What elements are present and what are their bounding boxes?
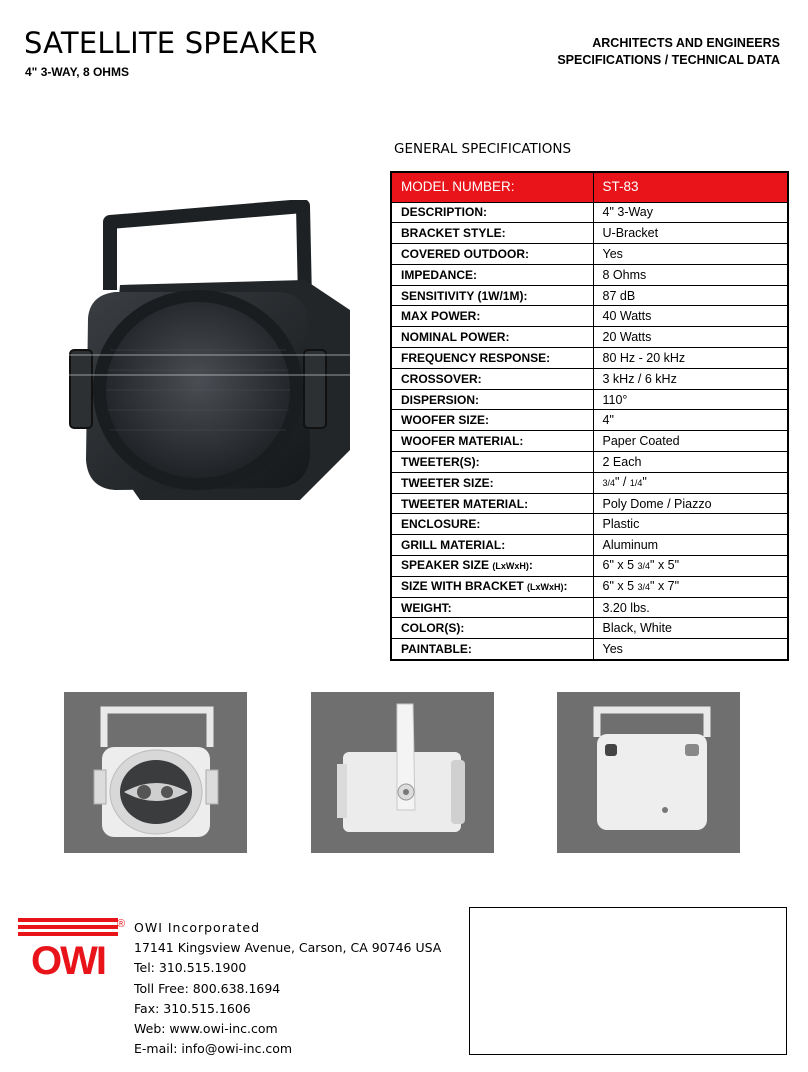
company-name: OWI Incorporated xyxy=(134,920,261,935)
spec-value: 110° xyxy=(593,389,788,410)
table-row xyxy=(391,639,788,660)
spec-value xyxy=(593,472,788,493)
table-row xyxy=(391,389,788,410)
email: E-mail: info@owi-inc.com xyxy=(134,1041,293,1057)
table-row xyxy=(391,306,788,327)
table-row xyxy=(391,410,788,431)
speaker-white-side-photo xyxy=(311,692,494,853)
spec-label: ENCLOSURE: xyxy=(391,514,593,535)
table-row xyxy=(391,431,788,452)
spec-value: 87 dB xyxy=(593,285,788,306)
model-number-label: MODEL NUMBER: xyxy=(391,172,593,202)
text-part: " / xyxy=(615,475,630,490)
speaker-white-front-photo xyxy=(64,692,247,853)
spec-value: Poly Dome / Piazzo xyxy=(593,493,788,514)
spec-value: Paper Coated xyxy=(593,431,788,452)
text-part: " x 5" xyxy=(650,558,680,573)
label-part: SPEAKER SIZE xyxy=(401,558,490,573)
spec-label: CROSSOVER: xyxy=(391,368,593,389)
model-number-value: ST-83 xyxy=(593,172,788,202)
fraction: 1/4 xyxy=(629,478,643,489)
spec-label: BRACKET STYLE: xyxy=(391,223,593,244)
fraction: 3/4 xyxy=(602,478,616,489)
spec-label: DISPERSION: xyxy=(391,389,593,410)
fax: Fax: 310.515.1606 xyxy=(134,1000,251,1016)
spec-label: WOOFER MATERIAL: xyxy=(391,431,593,452)
table-row xyxy=(391,556,788,577)
fraction: 3/4 xyxy=(637,582,651,593)
spec-label: IMPEDANCE: xyxy=(391,264,593,285)
spec-value: U-Bracket xyxy=(593,223,788,244)
table-row xyxy=(391,618,788,639)
table-row xyxy=(391,597,788,618)
spec-value: 40 Watts xyxy=(593,306,788,327)
spec-label: WOOFER SIZE: xyxy=(391,410,593,431)
doc-type-line-2: SPECIFICATIONS / TECHNICAL DATA xyxy=(557,53,780,67)
label-colon: : xyxy=(563,579,568,594)
speaker-black-photo xyxy=(60,200,360,510)
registered-mark: ® xyxy=(117,918,126,930)
owi-logo xyxy=(18,916,118,978)
spec-label: WEIGHT: xyxy=(391,597,593,618)
toll-free-phone: Toll Free: 800.638.1694 xyxy=(134,980,281,996)
spec-label xyxy=(391,556,593,577)
spec-value: Yes xyxy=(593,244,788,265)
spec-value: 3 kHz / 6 kHz xyxy=(593,368,788,389)
phone: Tel: 310.515.1900 xyxy=(134,960,247,976)
table-row xyxy=(391,264,788,285)
spec-value: Black, White xyxy=(593,618,788,639)
table-row xyxy=(391,223,788,244)
spec-value: 2 Each xyxy=(593,452,788,473)
spec-value: 80 Hz - 20 kHz xyxy=(593,348,788,369)
spec-label: PAINTABLE: xyxy=(391,639,593,660)
text-part: " xyxy=(642,475,647,490)
spec-label xyxy=(391,576,593,597)
spec-value: Plastic xyxy=(593,514,788,535)
table-row xyxy=(391,576,788,597)
table-row xyxy=(391,244,788,265)
spec-value xyxy=(593,576,788,597)
spec-label: FREQUENCY RESPONSE: xyxy=(391,348,593,369)
spec-value: Aluminum xyxy=(593,535,788,556)
spec-value xyxy=(593,556,788,577)
doc-type-label xyxy=(557,35,780,69)
spec-label: TWEETER(S): xyxy=(391,452,593,473)
spec-value: 4" xyxy=(593,410,788,431)
table-row xyxy=(391,472,788,493)
table-row xyxy=(391,368,788,389)
spec-label: COLOR(S): xyxy=(391,618,593,639)
table-row xyxy=(391,327,788,348)
speaker-white-back-photo xyxy=(557,692,740,853)
specs-header-row xyxy=(391,172,788,202)
spec-value: Yes xyxy=(593,639,788,660)
table-row xyxy=(391,202,788,223)
page-title: SATELLITE SPEAKER xyxy=(24,26,318,60)
table-row xyxy=(391,535,788,556)
doc-type-line-1: ARCHITECTS AND ENGINEERS xyxy=(592,36,780,50)
spec-label: TWEETER MATERIAL: xyxy=(391,493,593,514)
label-part: SIZE WITH BRACKET xyxy=(401,579,524,594)
spec-value: 20 Watts xyxy=(593,327,788,348)
table-row xyxy=(391,514,788,535)
spec-value: 4" 3-Way xyxy=(593,202,788,223)
website: Web: www.owi-inc.com xyxy=(134,1021,278,1037)
specs-heading: GENERAL SPECIFICATIONS xyxy=(394,141,572,157)
spec-label: COVERED OUTDOOR: xyxy=(391,244,593,265)
dims-note: (LxWxH) xyxy=(492,561,529,572)
address: 17141 Kingsview Avenue, Carson, CA 90746 USA xyxy=(134,940,442,956)
text-part: " x 7" xyxy=(650,579,680,594)
spec-label: TWEETER SIZE: xyxy=(391,472,593,493)
spec-value: 8 Ohms xyxy=(593,264,788,285)
logo-text: OWI xyxy=(31,939,105,978)
dims-note: (LxWxH) xyxy=(527,582,564,593)
spec-label: DESCRIPTION: xyxy=(391,202,593,223)
page-subtitle: 4" 3-WAY, 8 OHMS xyxy=(25,65,129,79)
contact-info xyxy=(134,918,441,1059)
spec-label: GRILL MATERIAL: xyxy=(391,535,593,556)
specs-table xyxy=(390,171,789,661)
fraction: 3/4 xyxy=(637,561,651,572)
spec-value: 3.20 lbs. xyxy=(593,597,788,618)
spec-label: SENSITIVITY (1W/1M): xyxy=(391,285,593,306)
spec-label: NOMINAL POWER: xyxy=(391,327,593,348)
table-row xyxy=(391,452,788,473)
spec-label: MAX POWER: xyxy=(391,306,593,327)
table-row xyxy=(391,493,788,514)
text-part: 6" x 5 xyxy=(602,558,638,573)
table-row xyxy=(391,348,788,369)
dealer-stamp-box xyxy=(469,907,787,1055)
text-part: 6" x 5 xyxy=(602,579,638,594)
label-colon: : xyxy=(528,558,533,573)
table-row xyxy=(391,285,788,306)
